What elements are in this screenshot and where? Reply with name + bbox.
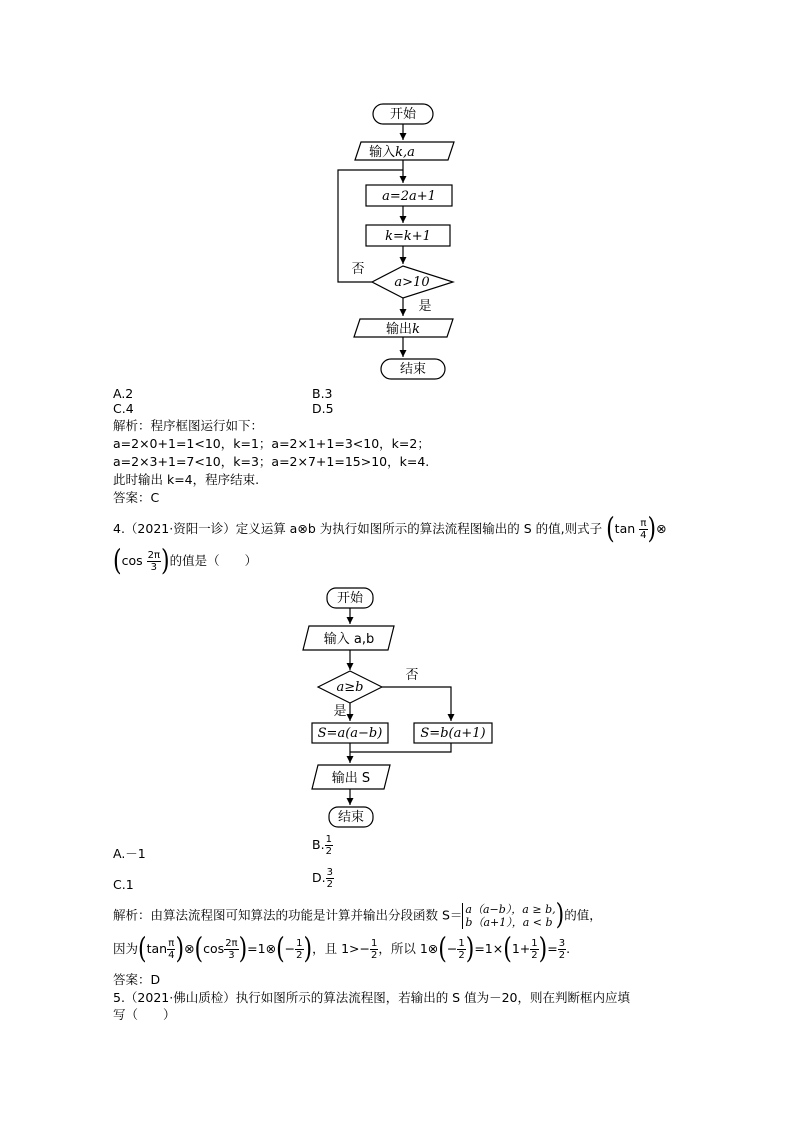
fc1-step1-text: a=2a+1 bbox=[382, 189, 436, 204]
q3-option-a: A.2 bbox=[113, 386, 134, 401]
flowchart-1 bbox=[0, 0, 794, 400]
q3-analysis-title: 解析：程序框图运行如下： bbox=[113, 418, 264, 433]
q4-stem-line2: (cos $\frac{2\pi}{3}$ )的值是（ ） bbox=[113, 544, 258, 578]
fc2-cond-text: a≥b bbox=[336, 680, 364, 695]
q4-analysis-line2: 因为(tan $\frac{\pi}{4}$ )⊗(cos $\frac{2\pi}{3}$ )=1⊗(− $\frac{1}{2}$ )，且 1>− $\frac{1}{2}$ ，所以 1⊗(− $\frac{1}{2}$ )=1×(1+ $\frac{1}{2}$ )= $\frac{3}{2}$ . bbox=[113, 932, 571, 966]
fc2-end-box bbox=[329, 807, 373, 827]
fc1-end-text: 结束 bbox=[399, 362, 427, 377]
fc1-cond-text: a>10 bbox=[394, 275, 430, 290]
q3-option-b: B.3 bbox=[312, 386, 333, 401]
q3-analysis-line3: 此时输出 k=4，程序结束. bbox=[113, 472, 260, 487]
fc2-input-text: 输入 a,b bbox=[323, 632, 375, 647]
q4-option-d: D. $\frac{3}{2}$ bbox=[312, 867, 333, 890]
q4-option-b: B. $\frac{1}{2}$ bbox=[312, 834, 332, 857]
q4-analysis-line1: 解析：由算法流程图可知算法的功能是计算并输出分段函数 S＝ a（a−b），a ≥ b, b（a+1），a < b )的值， bbox=[113, 899, 602, 932]
q4-answer: 答案：D bbox=[113, 972, 161, 987]
fc2-cond-diamond bbox=[318, 671, 382, 703]
q3-analysis-line1: a=2×0+1=1<10，k=1；a=2×1+1=3<10，k=2； bbox=[113, 436, 430, 451]
fc2-yes-label: 是 bbox=[333, 704, 347, 719]
fc2-right-text: S=b(a+1) bbox=[420, 726, 486, 741]
fc1-input-text: 输入k,a bbox=[369, 145, 415, 160]
fc2-left-box bbox=[312, 723, 388, 743]
fc1-step2-text: k=k+1 bbox=[385, 229, 431, 244]
fc1-start-text: 开始 bbox=[389, 107, 417, 122]
q3-option-c: C.4 bbox=[113, 401, 134, 416]
fc2-left-text: S=a(a−b) bbox=[317, 726, 383, 741]
fc1-output-text: 输出k bbox=[386, 322, 420, 337]
fc1-no-label: 否 bbox=[351, 262, 365, 277]
q5-stem-line2: 写（ ） bbox=[113, 1007, 176, 1022]
fc2-end-text: 结束 bbox=[337, 810, 365, 825]
fc2-output-text: 输出 S bbox=[331, 771, 371, 786]
q3-option-d: D.5 bbox=[312, 401, 334, 416]
q3-analysis-line2: a=2×3+1=7<10，k=3；a=2×7+1=15>10，k=4. bbox=[113, 454, 430, 469]
q4-option-c: C.1 bbox=[113, 877, 134, 892]
fc2-start-box bbox=[327, 588, 373, 608]
fc2-right-box bbox=[414, 723, 492, 743]
fc2-output-box bbox=[312, 765, 390, 789]
piecewise-cases: a（a−b），a ≥ b, b（a+1），a < b bbox=[462, 903, 555, 929]
fc2-input-box bbox=[303, 626, 394, 650]
q4-stem-line1: 4.（2021·资阳一诊）定义运算 a⊗b 为执行如图所示的算法流程图输出的 S 的值,则式子 (tan $\frac{\pi}{4}$ )⊗ bbox=[113, 512, 667, 546]
fc1-yes-label: 是 bbox=[418, 299, 432, 314]
q4-option-a: A.－1 bbox=[113, 846, 146, 861]
fc2-no-label: 否 bbox=[405, 668, 419, 683]
q5-stem-line1: 5.（2021·佛山质检）执行如图所示的算法流程图，若输出的 S 值为－20，则在判断框内应填 bbox=[113, 990, 630, 1005]
fc2-start-text: 开始 bbox=[336, 591, 364, 606]
q3-answer: 答案：C bbox=[113, 490, 160, 505]
